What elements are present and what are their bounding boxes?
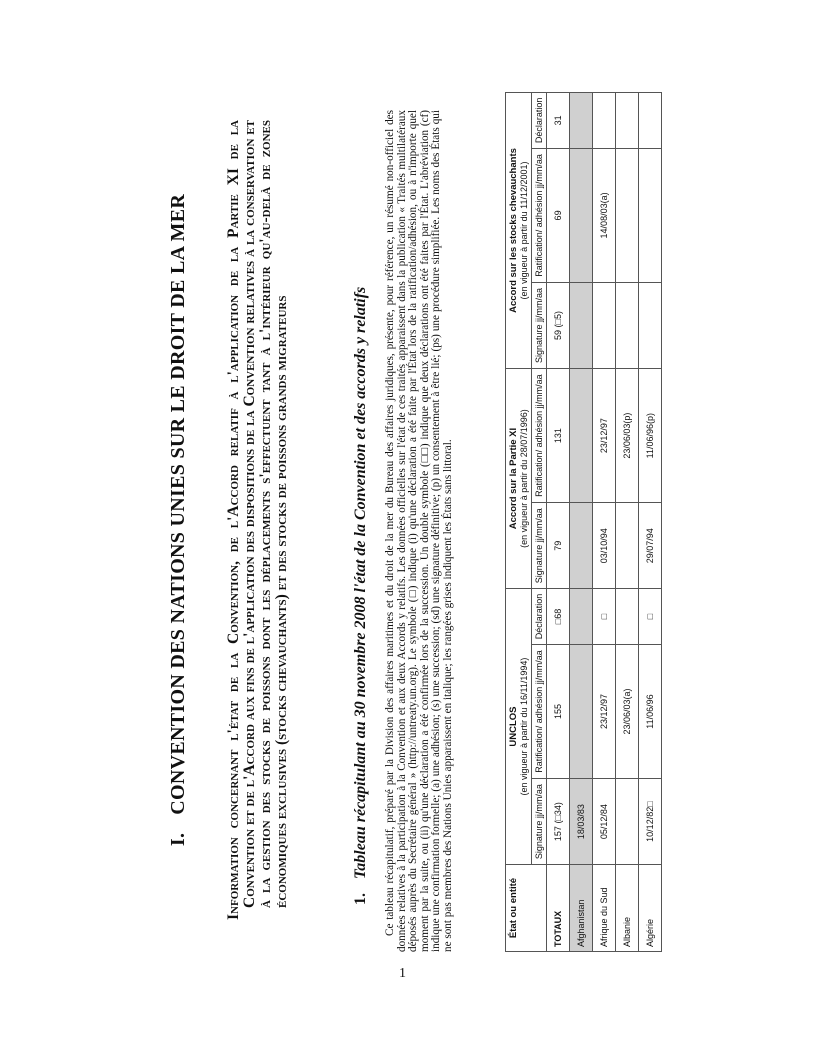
row-state-name: Afghanistan [570,865,593,952]
cell-s-dec [593,93,616,149]
cell-u-rat: 23/12/97 [593,644,616,778]
cell-s-rat: 14/08/03(a) [593,148,616,282]
row-state-name: Algérie [639,865,662,952]
subheading-title: Tableau récapitulant au 30 novembre 2008 l'état de la Convention et des accords y relatifs [352,286,369,879]
cell-p-sig [616,503,639,589]
cell-s-dec [570,93,593,149]
cell-u-dec: □ [593,589,616,645]
cell-p-sig [570,503,593,589]
cell-p-sig: 03/10/94 [593,503,616,589]
col-unclos-ratification: Ratification/ adhésion jj/mm/aa [532,644,547,778]
table-body [547,93,662,952]
cell-u-sig: 10/12/82□ [639,779,662,865]
subheading-number: 1. [352,893,369,905]
table-row [593,93,616,952]
cell-u-dec [570,589,593,645]
row-state-name: Albanie [616,865,639,952]
cell-u-sig [616,779,639,865]
cell-u-dec: □68 [547,589,570,645]
col-stocks-declaration: Déclaration [532,93,547,149]
cell-s-sig [593,283,616,369]
col-unclos-signature: Signature jj/mm/aa [532,779,547,865]
page-heading [167,0,190,1040]
state-header: État ou entité [506,865,547,952]
table-row [639,93,662,952]
cell-p-sig: 79 [547,503,570,589]
cell-s-sig [570,283,593,369]
subheading [352,287,370,905]
cell-u-rat [570,644,593,778]
table-row [547,93,570,952]
cell-p-rat: 11/06/96(p) [639,368,662,502]
cell-u-sig: 18/03/83 [570,779,593,865]
col-partxi-signature: Signature jj/mm/aa [532,503,547,589]
group-unclos-name: UNCLOS [508,706,519,747]
group-stocks [506,93,532,369]
table-row [616,93,639,952]
cell-p-rat: 23/06/03(p) [616,368,639,502]
cell-p-sig: 29/07/94 [639,503,662,589]
group-partxi-name: Accord sur la Partie XI [508,427,519,530]
group-stocks-note: (en vigueur à partir du 11/12/2001) [519,161,529,300]
col-stocks-ratification: Ratification/ adhésion jj/mm/aa [532,148,547,282]
col-partxi-ratification: Ratification/ adhésion jj/mm/aa [532,368,547,502]
cell-s-sig [639,283,662,369]
group-partxi-note: (en vigueur à partir du 28/07/1996) [519,409,529,548]
cell-s-rat: 69 [547,148,570,282]
col-unclos-declaration: Déclaration [532,589,547,645]
cell-p-rat: 131 [547,368,570,502]
cell-u-rat: 155 [547,644,570,778]
cell-u-sig: 157 (□34) [547,779,570,865]
group-unclos [506,589,532,865]
table-row [570,93,593,952]
cell-p-rat [570,368,593,502]
cell-s-dec: 31 [547,93,570,149]
cell-s-rat [570,148,593,282]
cell-u-rat: 11/06/96 [639,644,662,778]
col-stocks-signature: Signature jj/mm/aa [532,283,547,369]
row-state-name: TOTAUX [547,865,570,952]
cell-u-rat: 23/06/03(a) [616,644,639,778]
cell-u-sig: 05/12/84 [593,779,616,865]
row-state-name: Afrique du Sud [593,865,616,952]
page-number: 1 [399,966,406,981]
cell-u-dec: □ [639,589,662,645]
cell-u-dec [616,589,639,645]
intro-title: Information concernant l'état de la Convention, de l'Accord relatif à l'application de la Partie XI de la Convention et de l'Accord aux fins de l'application des dispositions de la Convention relatives à la conservation et à la gestion des stocks de poissons dont les déplacements s'effectuent tant à l'intérieur qu'au-delà de zones économiques exclusives (stocks chevauchants) et des stocks de poissons grands migrateurs [225,120,290,920]
cell-s-sig [616,283,639,369]
group-stocks-name: Accord sur les stocks chevauchants [508,148,519,313]
cell-s-dec [639,93,662,149]
group-unclos-note: (en vigueur à partir du 16/11/1994) [519,657,529,796]
heading-title: CONVENTION DES NATIONS UNIES SUR LE DROIT DE LA MER [167,193,189,815]
cell-s-rat [639,148,662,282]
explanatory-paragraph: Ce tableau récapitulatif, préparé par la Division des affaires maritimes et du droit de la mer du Bureau des affaires juridiques, présente, pour référence, un résumé non-officiel des données relatives à la participation à la Convention et aux deux Accords y relatifs. Les données officielles sur l'état de ces traités apparaissent dans la publication « Traités multilatéraux déposés auprès du Secrétaire général » (http://untreaty.un.org). Le symbole (□) indique (i) qu'une déclaration a été faite par l'État lors de la ratification/adhésion, ou à n'importe quel moment par la suite, ou (ii) qu'une déclaration a été confirmée lors de la succession. Un double symbole (□□) indique que deux déclarations ont été faites par l'État. L'abréviation (cf) indique une confirmation formelle; (a) une adhésion; (s) une succession; (sd) une signature définitive; (p) un consentement à être lié; (ps) une procédure simplifiée. Les noms des États qui ne sont pas membres des Nations Unies apparaissent en italique; les rangées grises indiquent les États sans littoral. [384,110,454,952]
status-table [505,92,662,952]
group-partxi [506,368,532,588]
cell-p-rat: 23/12/97 [593,368,616,502]
cell-s-sig: 59 (□5) [547,283,570,369]
cell-s-rat [616,148,639,282]
cell-s-dec [616,93,639,149]
heading-number: I. [167,832,189,847]
